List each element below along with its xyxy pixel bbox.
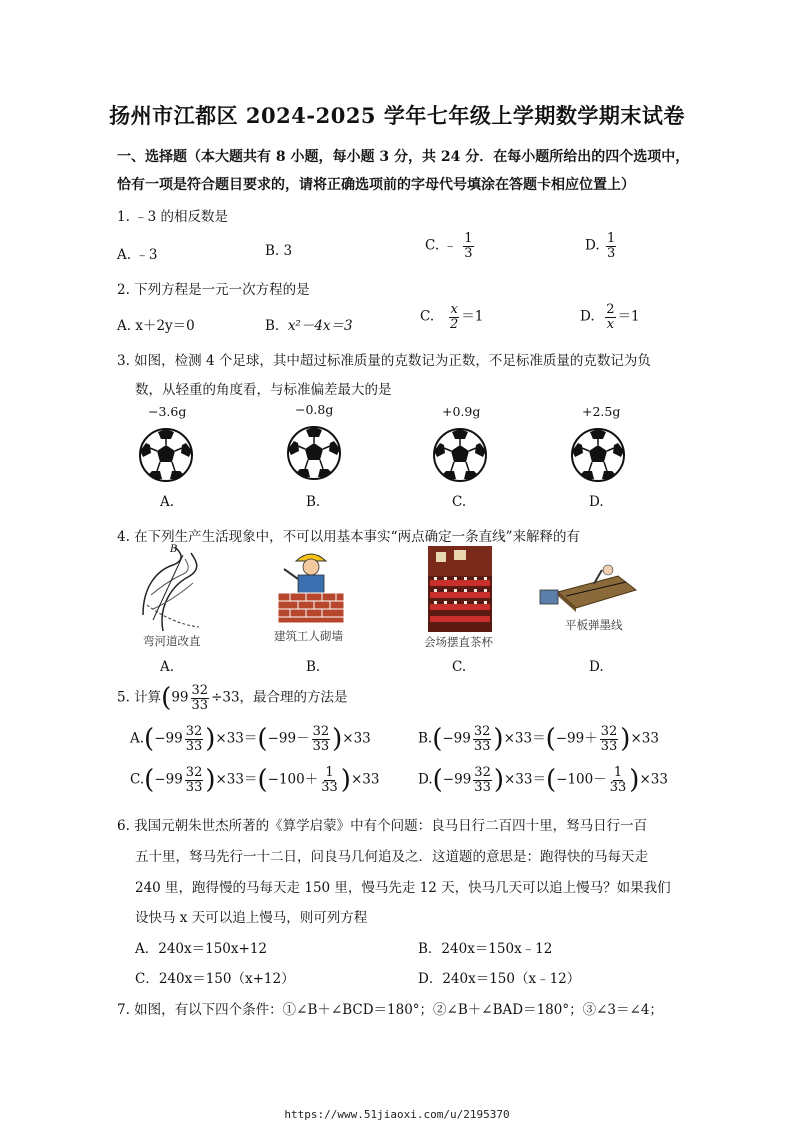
soccer-ball-icon (570, 427, 626, 483)
ball-label-a: −3.6g (148, 404, 187, 419)
ball-label-c: +0.9g (442, 404, 481, 419)
ball-label-b: −0.8g (295, 402, 334, 417)
q1-option-b: B. 3 (265, 243, 293, 259)
page-title: 扬州市江都区 2024-2025 学年七年级上学期数学期末试卷 (109, 103, 685, 128)
q5-option-d: D.(−99 $\frac{32}{33}$ )×33＝(−100－ $\frac{1}{33}$ )×33 (418, 765, 668, 796)
q6-option-b: B．240x＝150x﹣12 (418, 941, 553, 957)
point-b-label: B (170, 544, 178, 555)
caption-a: 弯河道改直 (143, 634, 201, 648)
q2-option-b: B. x²－4x＝3 (265, 318, 353, 334)
caption-b: 建筑工人砌墙 (274, 629, 343, 643)
q3-option-c: C. (452, 494, 467, 510)
q4-option-b: B. (306, 659, 321, 675)
q6-stem-line2: 五十里，驽马先行一十二日，问良马几何追及之．这道题的意思是：跑得快的马每天走 (135, 849, 648, 865)
q4-option-c: C. (452, 659, 467, 675)
q6-option-c: C．240x＝150（x+12） (135, 971, 295, 987)
section-heading-line2: 恰有一项是符合题目要求的，请将正确选项前的字母代号填涂在答题卡相应位置上） (117, 177, 635, 193)
q1-option-a: A. ﹣3 (117, 247, 158, 263)
q5-option-b: B.(−99 $\frac{32}{33}$ )×33＝(−99＋ $\frac{32}{33}$ )×33 (418, 724, 659, 755)
footer-url: https://www.51jiaoxi.com/u/2195370 (284, 1108, 510, 1121)
q4-stem: 4. 在下列生产生活现象中，不可以用基本事实“两点确定一条直线”来解释的有 (117, 529, 580, 545)
caption-d: 平板弹墨线 (565, 618, 623, 632)
meeting-hall-image (428, 546, 492, 632)
q3-stem-line2: 数，从轻重的角度看，与标准偏差最大的是 (135, 382, 392, 398)
soccer-ball-icon (432, 427, 488, 483)
ink-line-board-image (538, 562, 638, 614)
q6-stem-line1: 6. 我国元朝朱世杰所著的《算学启蒙》中有个问题：良马日行二百四十里，驽马日行一百 (117, 818, 648, 834)
q3-option-b: B. (306, 494, 321, 510)
q1-stem: 1. ﹣3 的相反数是 (117, 209, 229, 225)
ball-label-d: +2.5g (582, 404, 621, 419)
q6-stem-line3: 240 里，跑得慢的马每天走 150 里，慢马先走 12 天，快马几天可以追上慢马？如果我们 (135, 880, 671, 896)
q2-option-d: D. $\frac{2}{x}$ ＝1 (580, 302, 640, 332)
q1-option-d: D. $\frac{1}{3}$ (585, 231, 616, 261)
q1-option-c: C. ﹣ $\frac{1}{3}$ (425, 231, 473, 261)
q7-stem: 7. 如图，有以下四个条件：①∠B＋∠BCD＝180°；②∠B＋∠BAD＝180°；③∠3＝∠4； (117, 1002, 663, 1018)
q5-stem: 5. 计算(99 $\frac{32}{33}$ ÷33，最合理的方法是 (117, 683, 348, 714)
q4-option-d: D. (589, 659, 604, 675)
q2-stem: 2. 下列方程是一元一次方程的是 (117, 282, 310, 298)
soccer-ball-icon (286, 425, 342, 481)
q6-stem-line4: 设快马 x 天可以追上慢马，则可列方程 (135, 910, 368, 926)
q5-option-a: A.(−99 $\frac{32}{33}$ )×33＝(−99－ $\frac{32}{33}$ )×33 (130, 724, 371, 755)
q6-option-d: D．240x＝150（x﹣12） (418, 971, 581, 987)
caption-c: 会场摆直茶杯 (424, 635, 493, 649)
soccer-ball-icon (138, 427, 194, 483)
q2-option-c: C. $\frac{x}{2}$ ＝1 (420, 302, 484, 332)
river-straightening-image (133, 545, 211, 637)
q4-option-a: A. (160, 659, 175, 675)
section-heading-line1: 一、选择题（本大题共有 8 小题，每小题 3 分，共 24 分．在每小题所给出的四个选项中， (117, 149, 690, 165)
q3-stem-line1: 3. 如图，检测 4 个足球，其中超过标准质量的克数记为正数，不足标准质量的克数记为负 (117, 353, 651, 369)
q3-option-d: D. (589, 494, 604, 510)
bricklayer-image (276, 547, 346, 625)
q3-option-a: A. (160, 494, 175, 510)
q5-option-c: C.(−99 $\frac{32}{33}$ )×33＝(−100＋ $\frac{1}{33}$ )×33 (130, 765, 380, 796)
q2-option-a: A. x＋2y＝0 (117, 318, 195, 334)
q6-option-a: A．240x＝150x+12 (135, 941, 268, 957)
